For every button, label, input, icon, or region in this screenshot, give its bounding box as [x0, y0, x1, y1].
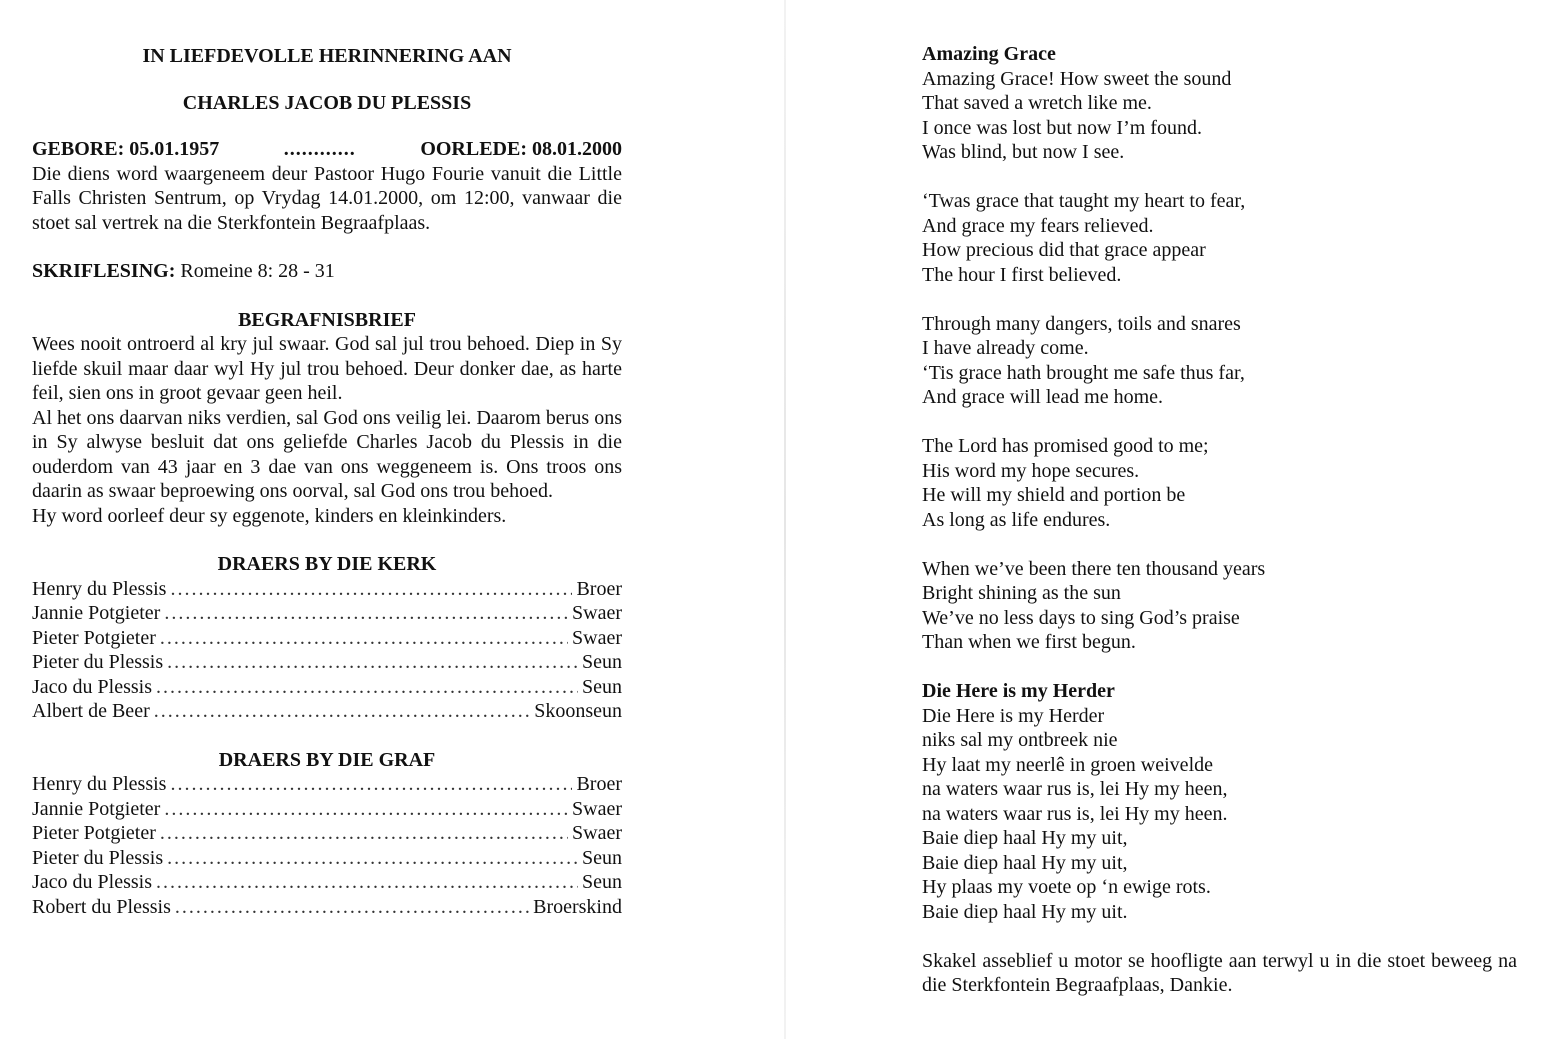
list-item [32, 797, 622, 822]
letter-paragraph-2: Al het ons daarvan niks verdien, sal God ons veilig lei. Daarom berus ons in Sy alwyse besluit dat ons geliefde Charles Jacob du Plessis in die ouderdom van 43 jaar en 3 dae van ons weggeneem is. Ons troos ons daarin as swaar beproewing ons oorval, sal God ons trou behoed. [32, 406, 622, 502]
bearer-name: Jannie Potgieter [32, 797, 161, 820]
list-item [32, 895, 622, 920]
dot-leader [175, 895, 529, 920]
dot-leader [170, 772, 572, 797]
bearer-name: Jaco du Plessis [32, 871, 152, 893]
grave-bearers-title: DRAERS BY DIE GRAF [218, 748, 436, 771]
lyric-line: When we’ve been there ten thousand years [922, 557, 1266, 580]
lyric-line: I once was lost but now I’m found. [922, 116, 1202, 139]
right-page [922, 42, 1517, 998]
bearer-relation: Broer [576, 773, 622, 795]
list-item [32, 870, 622, 895]
lyric-line: Die Here is my Herder [922, 704, 1105, 727]
lyric-line: Through many dangers, toils and snares [922, 312, 1241, 335]
dot-leader [167, 650, 578, 675]
grave-bearers-list [32, 772, 622, 919]
lyric-line: How precious did that grace appear [922, 239, 1206, 261]
lyric-line: We’ve no less days to sing God’s praise [922, 606, 1240, 629]
lyric-line: Baie diep haal Hy my uit, [922, 851, 1128, 874]
stanza [922, 434, 1517, 532]
stanza [922, 557, 1517, 655]
bearer-relation: Skoonseun [534, 700, 622, 722]
lyric-line: Bright shining as the sun [922, 582, 1121, 604]
stanza [922, 312, 1517, 410]
bearer-name: Pieter Potgieter [32, 626, 156, 649]
bearer-name: Pieter du Plessis [32, 846, 164, 869]
deceased-name: CHARLES JACOB DU PLESSIS [182, 91, 472, 114]
letter-paragraph-3: Hy word oorleef deur sy eggenote, kinders en kleinkinders. [32, 504, 507, 527]
dot-leader [167, 846, 578, 871]
church-bearers-list [32, 577, 622, 724]
bearer-relation: Swaer [572, 626, 622, 649]
lyric-line: Hy plaas my voete op ‘n ewige rots. [922, 876, 1211, 898]
lyric-line: Baie diep haal Hy my uit. [922, 900, 1128, 923]
lyric-line: The hour I first believed. [922, 263, 1122, 286]
stanza [922, 189, 1517, 287]
bearer-name: Albert de Beer [32, 700, 150, 722]
lyric-line: niks sal my ontbreek nie [922, 729, 1118, 751]
lyric-line: Amazing Grace! How sweet the sound [922, 67, 1232, 90]
bearer-name: Henry du Plessis [32, 577, 167, 600]
dates-leader: ............ [283, 138, 356, 160]
born-date: GEBORE: 05.01.1957 [32, 138, 220, 160]
list-item [32, 577, 622, 602]
hymn-1-lyrics [922, 67, 1517, 655]
hymn-1-title: Amazing Grace [922, 43, 1056, 65]
letter-paragraph-1: Wees nooit ontroerd al kry jul swaar. God sal jul trou behoed. Diep in Sy liefde skuil maar daar wyl Hy jul trou behoed. Deur donker dae, as harte feil, sien ons in groot gevaar geen heil. [32, 333, 622, 404]
bearer-relation: Seun [582, 651, 622, 673]
dot-leader [164, 601, 568, 626]
scripture-text: Romeine 8: 28 - 31 [180, 260, 335, 282]
bearer-relation: Swaer [572, 797, 622, 820]
bearer-name: Henry du Plessis [32, 773, 167, 795]
life-dates [32, 137, 622, 162]
church-bearers-title: DRAERS BY DIE KERK [217, 553, 437, 575]
list-item [32, 626, 622, 651]
lyric-line: Was blind, but now I see. [922, 141, 1125, 163]
bearer-relation: Seun [582, 871, 622, 893]
lyric-line: I have already come. [922, 337, 1089, 359]
stanza [922, 67, 1517, 165]
dot-leader [154, 699, 530, 724]
list-item [32, 846, 622, 871]
bearer-relation: Seun [582, 846, 622, 869]
dot-leader [160, 626, 568, 651]
dot-leader [170, 577, 572, 602]
lyric-line: na waters waar rus is, lei Hy my heen, [922, 778, 1228, 800]
letter-title: BEGRAFNISBRIEF [238, 308, 416, 331]
lyric-line: Than when we first begun. [922, 631, 1136, 653]
bearer-name: Pieter du Plessis [32, 651, 164, 673]
hymn-2 [922, 679, 1517, 924]
dot-leader [160, 821, 568, 846]
lyric-line: And grace my fears relieved. [922, 214, 1154, 237]
bearer-name: Jaco du Plessis [32, 675, 152, 698]
list-item [32, 821, 622, 846]
list-item [32, 650, 622, 675]
list-item [32, 675, 622, 700]
dot-leader [164, 797, 568, 822]
scripture-label: SKRIFLESING: [32, 260, 176, 282]
bearer-relation: Swaer [572, 822, 622, 844]
bearer-name: Pieter Potgieter [32, 822, 156, 844]
bearer-name: Robert du Plessis [32, 895, 171, 918]
lyric-line: ‘Twas grace that taught my heart to fear, [922, 190, 1246, 212]
lyric-line: His word my hope secures. [922, 459, 1140, 482]
dot-leader [156, 870, 578, 895]
closing-note: Skakel asseblief u motor se hoofligte aan terwyl u in die stoet beweeg na die Sterkfontein Begraafplaas, Dankie. [922, 949, 1517, 996]
bearer-relation: Broerskind [533, 895, 622, 918]
lyric-line: The Lord has promised good to me; [922, 435, 1209, 457]
died-date: OORLEDE: 08.01.2000 [420, 138, 622, 160]
page-fold [784, 0, 786, 1039]
list-item [32, 699, 622, 724]
lyric-line: na waters waar rus is, lei Hy my heen. [922, 802, 1228, 825]
bearer-relation: Broer [576, 577, 622, 600]
lyric-line: ‘Tis grace hath brought me safe thus far, [922, 361, 1245, 384]
lyric-line: Hy laat my neerlê in groen weivelde [922, 753, 1213, 776]
list-item [32, 772, 622, 797]
list-item [32, 601, 622, 626]
lyric-line: He will my shield and portion be [922, 484, 1186, 506]
scripture-reading [32, 259, 622, 284]
left-page [32, 40, 622, 919]
bearer-relation: Seun [582, 675, 622, 698]
lyric-line: And grace will lead me home. [922, 386, 1164, 408]
lyric-line: As long as life endures. [922, 508, 1111, 531]
lyric-line: That saved a wretch like me. [922, 92, 1152, 114]
lyric-line: Baie diep haal Hy my uit, [922, 827, 1128, 849]
hymn-2-title: Die Here is my Herder [922, 680, 1115, 702]
bearer-name: Jannie Potgieter [32, 602, 161, 624]
dot-leader [156, 675, 578, 700]
memorial-intro: IN LIEFDEVOLLE HERINNERING AAN [142, 45, 512, 67]
bearer-relation: Swaer [572, 602, 622, 624]
service-details: Die diens word waargeneem deur Pastoor Hugo Fourie vanuit die Little Falls Christen Sentrum, op Vrydag 14.01.2000, om 12:00, vanwaar die stoet sal vertrek na die Sterkfontein Begraafplaas. [32, 162, 622, 234]
